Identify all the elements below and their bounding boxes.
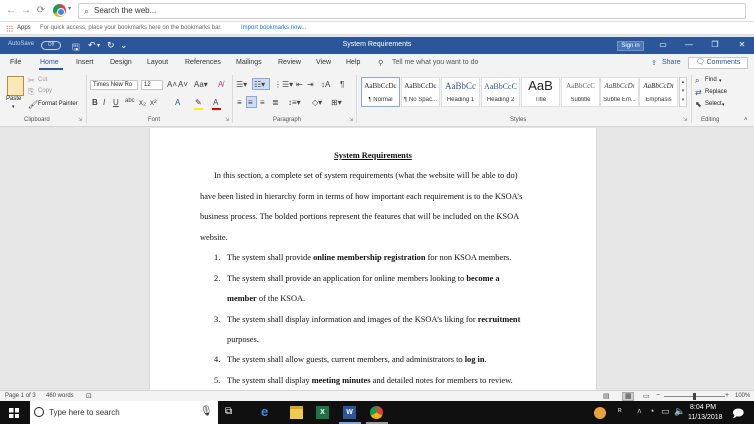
signin-button[interactable]: Sign in bbox=[617, 41, 644, 51]
zoom-level[interactable]: 100% bbox=[735, 393, 751, 399]
undo-icon[interactable]: ↶ bbox=[88, 40, 96, 50]
style-subtitle[interactable] bbox=[561, 77, 600, 107]
zoom-out-icon[interactable]: − bbox=[656, 392, 661, 399]
style-name: ¶ Normal bbox=[368, 97, 393, 103]
list-item-number: 1. bbox=[214, 253, 221, 262]
paste-dropdown-icon[interactable]: ▾ bbox=[12, 104, 15, 110]
excel-icon[interactable]: X bbox=[316, 406, 329, 419]
grow-font-icon[interactable]: A˄ bbox=[167, 80, 178, 89]
omnibox[interactable] bbox=[78, 3, 746, 19]
bold-icon[interactable]: B bbox=[92, 98, 98, 107]
increase-indent-icon[interactable]: ⇥ bbox=[307, 80, 314, 89]
autosave-label: AutoSave bbox=[8, 41, 35, 47]
paragraph-line: business process. The bolded portions represent the features that will be included on the KSOA bbox=[200, 212, 520, 221]
chrome-menu-chevron-icon[interactable]: ▾ bbox=[68, 6, 72, 12]
undo-dropdown-icon[interactable]: ▾ bbox=[97, 43, 101, 49]
select-dropdown-icon[interactable]: ▾ bbox=[722, 102, 725, 108]
back-icon[interactable]: ← bbox=[6, 5, 16, 16]
sort-icon[interactable]: ↕A bbox=[321, 80, 331, 89]
list-item bbox=[227, 376, 513, 385]
replace-button[interactable]: Replace bbox=[705, 89, 728, 95]
list-item-text: The system shall provide bbox=[227, 253, 314, 262]
document-title: System Requirements bbox=[342, 41, 412, 48]
style-sample: AaB bbox=[528, 78, 553, 93]
windows-start-icon[interactable] bbox=[9, 408, 19, 418]
ribbon-display-options-icon[interactable]: ▭ bbox=[659, 40, 667, 49]
list-item bbox=[227, 315, 520, 324]
share-button[interactable]: Share bbox=[662, 59, 681, 66]
search-icon: ⌕ bbox=[84, 6, 90, 16]
styles-launcher-icon[interactable]: ⇲ bbox=[683, 117, 688, 123]
font-size-combo[interactable]: 12 bbox=[141, 80, 163, 90]
select-button[interactable]: Select bbox=[705, 101, 722, 107]
customize-toolbar-icon[interactable]: ⌄ bbox=[120, 40, 128, 50]
document-heading: System Requirements bbox=[334, 151, 412, 160]
justify-icon[interactable]: ≣ bbox=[272, 98, 279, 107]
align-center-icon: ≡ bbox=[248, 98, 253, 107]
style-sample: AaBbCcDc bbox=[404, 82, 437, 90]
list-item-bold: log in bbox=[464, 355, 485, 364]
styles-group-label: Styles bbox=[510, 117, 527, 123]
style-normal[interactable] bbox=[361, 77, 400, 107]
close-icon[interactable]: ✕ bbox=[738, 40, 746, 49]
format-painter-icon[interactable]: 🖌 bbox=[28, 100, 39, 109]
list-item: purposes. bbox=[227, 335, 259, 344]
style-title[interactable] bbox=[521, 77, 560, 107]
omnibox-placeholder: Search the web... bbox=[94, 6, 157, 15]
shrink-font-icon[interactable]: A˅ bbox=[178, 80, 189, 89]
clipboard-launcher-icon[interactable]: ⇲ bbox=[78, 117, 83, 123]
shading-icon[interactable]: ◇▾ bbox=[312, 98, 323, 107]
list-item-number: 3. bbox=[214, 315, 221, 324]
minimize-icon[interactable]: — bbox=[685, 40, 693, 49]
style-sample: AaBbCc bbox=[445, 81, 476, 91]
style-name: Title bbox=[534, 97, 547, 103]
highlight-color-icon[interactable]: ✎ bbox=[195, 98, 202, 107]
chrome-logo-icon[interactable] bbox=[53, 4, 66, 17]
text-effects-icon[interactable]: A bbox=[175, 98, 181, 107]
align-right-icon[interactable]: ≡ bbox=[260, 98, 265, 107]
show-formatting-marks-icon[interactable]: ¶ bbox=[340, 80, 345, 89]
copy-label[interactable]: Copy bbox=[38, 88, 53, 94]
edge-icon[interactable]: e bbox=[261, 404, 269, 419]
list-item-bold: become a bbox=[466, 274, 500, 283]
paragraph-launcher-icon[interactable]: ⇲ bbox=[349, 117, 354, 123]
style-sample: AaBbCcDı bbox=[604, 82, 635, 90]
divider bbox=[232, 75, 233, 123]
find-button[interactable]: Find bbox=[705, 77, 717, 83]
style-name: Heading 1 bbox=[446, 97, 475, 103]
cut-icon[interactable]: ✂ bbox=[28, 76, 35, 85]
people-hub-icon[interactable]: ᴿ bbox=[618, 407, 622, 416]
proofing-icon[interactable]: ⊡ bbox=[86, 393, 92, 400]
multilevel-list-icon[interactable]: ⋮☰▾ bbox=[274, 80, 294, 89]
style-heading-1[interactable] bbox=[441, 77, 480, 107]
taskbar bbox=[0, 401, 754, 424]
list-item-text: of the KSOA. bbox=[256, 294, 306, 303]
zoom-slider-thumb[interactable] bbox=[693, 393, 696, 400]
find-dropdown-icon[interactable]: ▾ bbox=[719, 78, 722, 84]
paragraph-line: In this section, a complete set of system requirements (what the website will be able to do) bbox=[214, 171, 518, 180]
list-item-text: The system shall allow guests, current members, and administrators to bbox=[227, 355, 465, 364]
tab-review[interactable]: Review bbox=[278, 59, 301, 66]
clock-time[interactable]: 8:04 PM bbox=[690, 404, 717, 411]
tab-mailings[interactable]: Mailings bbox=[236, 59, 262, 66]
lightbulb-icon: ⚲ bbox=[378, 60, 384, 67]
tab-view[interactable]: View bbox=[316, 59, 332, 66]
divider bbox=[356, 75, 357, 123]
share-icon: ⇪ bbox=[651, 60, 657, 67]
font-group-label: Font bbox=[148, 117, 161, 123]
style-sample: AaBbCcC bbox=[484, 82, 517, 91]
comment-icon: 🗨 bbox=[695, 59, 705, 66]
zoom-in-icon[interactable]: + bbox=[725, 392, 730, 399]
read-mode-icon[interactable]: ▤ bbox=[603, 393, 610, 400]
style-sample: AaBbCcDc bbox=[364, 82, 397, 90]
comments-label: Comments bbox=[706, 59, 741, 66]
italic-icon[interactable]: I bbox=[103, 98, 106, 107]
paste-icon[interactable] bbox=[7, 76, 24, 96]
list-item bbox=[227, 294, 305, 303]
import-bookmarks-link[interactable]: Import bookmarks now... bbox=[241, 25, 307, 31]
tab-layout[interactable]: Layout bbox=[147, 59, 169, 66]
paragraph-line: have been listed in hierarchy form in terms of how important each requirement is to the KSOA’s bbox=[200, 192, 523, 201]
style-name: Subtle Em... bbox=[603, 97, 636, 103]
styles-scroll[interactable]: ▴ ▾ ▾ bbox=[679, 77, 687, 107]
document-page[interactable] bbox=[149, 128, 597, 390]
chrome-taskbar-icon[interactable] bbox=[370, 406, 383, 419]
style-name: Heading 2 bbox=[486, 97, 515, 103]
word-titlebar bbox=[0, 37, 754, 54]
list-item-number: 5. bbox=[214, 376, 221, 385]
tab-file[interactable]: File bbox=[10, 59, 22, 66]
clipboard-group-label: Clipboard bbox=[24, 117, 50, 123]
list-item-text: for non KSOA members. bbox=[425, 253, 512, 262]
style-name: Subtitle bbox=[570, 97, 591, 103]
align-left-icon[interactable]: ≡ bbox=[237, 98, 242, 107]
bullets-icon[interactable]: ☰▾ bbox=[236, 80, 248, 89]
tab-design[interactable]: Design bbox=[110, 59, 132, 66]
divider bbox=[691, 75, 692, 123]
list-item-text: The system shall provide an application for online members looking to bbox=[227, 274, 467, 283]
status-bar bbox=[0, 390, 754, 401]
change-case-icon[interactable]: Aa▾ bbox=[194, 80, 208, 89]
reload-icon[interactable]: ⟳ bbox=[36, 5, 46, 16]
line-spacing-icon[interactable]: ↕≡▾ bbox=[288, 98, 301, 107]
paragraph-group-label: Paragraph bbox=[273, 117, 302, 123]
wifi-icon[interactable]: ◔ bbox=[649, 406, 655, 416]
tab-insert[interactable]: Insert bbox=[76, 59, 94, 66]
active-tab-indicator bbox=[39, 68, 63, 70]
bookmarks-bar bbox=[0, 22, 754, 35]
tab-references[interactable]: References bbox=[185, 59, 221, 66]
restore-icon[interactable]: ❐ bbox=[711, 40, 719, 49]
tell-me-input[interactable]: Tell me what you want to do bbox=[392, 59, 479, 66]
style-heading-2[interactable] bbox=[481, 77, 520, 107]
page-count[interactable]: Page 1 of 3 bbox=[5, 393, 36, 399]
word-count[interactable]: 460 words bbox=[46, 393, 74, 399]
word-icon[interactable]: W bbox=[343, 406, 356, 419]
font-color-swatch bbox=[212, 108, 221, 110]
bookmarks-message: For quick access, place your bookmarks here on the bookmarks bar. bbox=[40, 25, 222, 31]
redo-icon[interactable]: ↻ bbox=[107, 40, 115, 50]
autosave-toggle[interactable]: Off bbox=[41, 41, 61, 50]
apps-link[interactable]: Apps bbox=[17, 25, 31, 31]
font-name-combo[interactable]: Times New Ro bbox=[90, 80, 138, 90]
style-subtle-emphasis[interactable] bbox=[600, 77, 639, 107]
list-item bbox=[227, 355, 487, 364]
borders-icon[interactable]: ⊞▾ bbox=[331, 98, 342, 107]
microphone-icon[interactable]: 🎙 bbox=[200, 406, 213, 417]
tab-home[interactable]: Home bbox=[40, 59, 59, 66]
superscript-icon[interactable]: x² bbox=[150, 98, 157, 107]
list-item-text: The system shall display information and images of the KSOA’s liking for bbox=[227, 315, 478, 324]
cortana-icon bbox=[34, 407, 44, 417]
list-item-bold: member bbox=[227, 294, 257, 303]
select-icon[interactable]: ⬉ bbox=[695, 100, 702, 109]
copy-icon[interactable]: ⎘ bbox=[28, 87, 35, 96]
action-center-icon[interactable]: 🗩 bbox=[732, 408, 745, 420]
web-layout-icon[interactable]: ▭ bbox=[643, 393, 650, 400]
forward-icon[interactable]: → bbox=[21, 5, 31, 16]
numbering-icon: ☷▾ bbox=[254, 80, 266, 89]
highlight-swatch bbox=[194, 108, 203, 110]
tab-help[interactable]: Help bbox=[346, 59, 361, 66]
taskbar-search-placeholder: Type here to search bbox=[49, 408, 120, 417]
style-name: Emphasis bbox=[645, 97, 672, 103]
paragraph-line: website. bbox=[200, 233, 228, 242]
strikethrough-icon[interactable]: abc bbox=[125, 98, 135, 104]
people-icon[interactable] bbox=[594, 407, 606, 419]
comments-button[interactable] bbox=[688, 57, 748, 69]
browser-toolbar bbox=[0, 0, 754, 22]
style-name: ¶ No Spac... bbox=[404, 97, 437, 103]
list-item bbox=[227, 274, 500, 283]
paste-label[interactable]: Paste bbox=[6, 96, 22, 102]
task-view-icon[interactable]: ⧉ bbox=[225, 406, 233, 417]
ribbon-tabs bbox=[0, 54, 754, 71]
style-no-spacing[interactable] bbox=[401, 77, 440, 107]
list-item bbox=[227, 253, 511, 262]
divider bbox=[86, 75, 87, 123]
font-launcher-icon[interactable]: ⇲ bbox=[225, 117, 230, 123]
file-explorer-icon[interactable] bbox=[290, 406, 303, 419]
find-icon[interactable]: ⌕ bbox=[695, 76, 700, 85]
list-item-text: The system shall display bbox=[227, 376, 312, 385]
show-hidden-icons-icon[interactable]: ˄ bbox=[637, 407, 642, 416]
list-item-number: 2. bbox=[214, 274, 221, 283]
style-sample: AaBbCcDı bbox=[643, 82, 674, 90]
list-item-number: 4. bbox=[214, 355, 221, 364]
replace-icon[interactable]: ⇄ bbox=[695, 88, 702, 97]
underline-icon[interactable]: U bbox=[113, 98, 119, 107]
subscript-icon[interactable]: x₂ bbox=[139, 98, 147, 107]
list-item-text: . bbox=[484, 355, 487, 364]
cut-label[interactable]: Cut bbox=[38, 77, 48, 83]
save-icon[interactable]: 🖫 bbox=[72, 42, 80, 52]
apps-grid-icon[interactable] bbox=[6, 25, 13, 32]
list-item-bold: recruitment bbox=[477, 315, 521, 324]
clear-formatting-icon[interactable]: A̸ bbox=[218, 80, 224, 89]
print-layout-icon: ▦ bbox=[625, 393, 632, 400]
list-item-bold: meeting minutes bbox=[311, 376, 371, 385]
ribbon-home bbox=[0, 71, 754, 127]
font-color-icon[interactable]: A bbox=[213, 98, 219, 107]
editing-group-label: Editing bbox=[701, 117, 720, 123]
list-item-text: and detailed notes for members to review. bbox=[370, 376, 513, 385]
taskbar-search[interactable] bbox=[30, 401, 218, 424]
list-item-bold: online membership registration bbox=[313, 253, 426, 262]
battery-icon[interactable]: ▭ bbox=[661, 406, 670, 416]
style-emphasis[interactable] bbox=[639, 77, 678, 107]
volume-icon[interactable]: 🔈 bbox=[674, 406, 686, 416]
decrease-indent-icon[interactable]: ⇤ bbox=[296, 80, 303, 89]
collapse-ribbon-icon[interactable]: ˄ bbox=[744, 117, 748, 123]
style-sample: AaBbCcC bbox=[566, 82, 595, 90]
clock-date[interactable]: 11/13/2018 bbox=[688, 414, 723, 421]
format-painter-label[interactable]: Format Painter bbox=[38, 101, 78, 107]
